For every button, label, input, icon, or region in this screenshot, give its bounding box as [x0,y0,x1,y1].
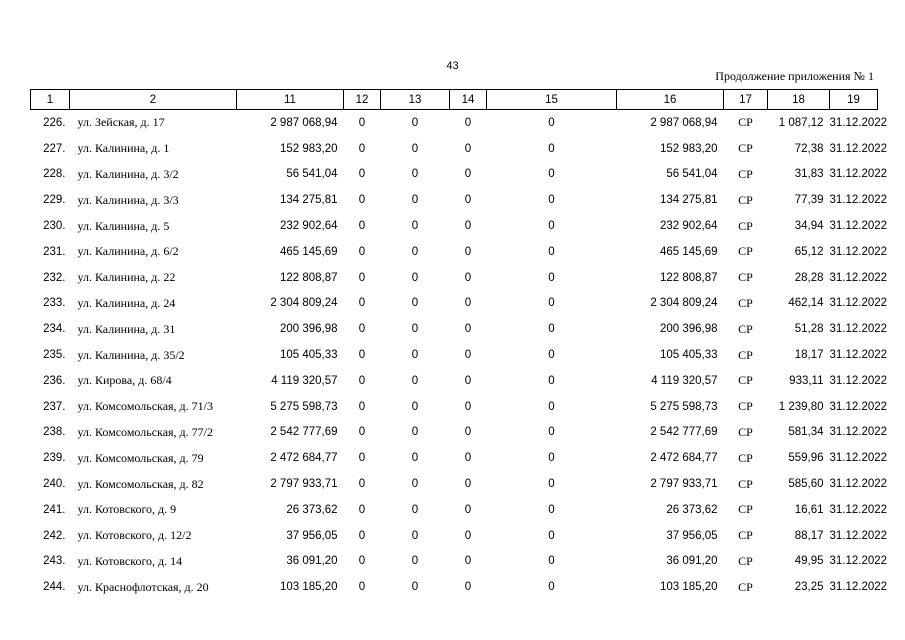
table-row [31,239,878,265]
cell-col-11: 5 275 598,73 [270,400,338,413]
cell-col-16: 5 275 598,73 [650,400,718,413]
cell-col-12: 0 [358,194,366,207]
cell-col-16: 122 808,87 [659,271,718,284]
cell-col-14: 0 [464,142,472,155]
cell-col-15: 0 [548,323,555,336]
table-row [31,497,878,523]
cell-col-18: 88,17 [794,529,824,542]
cell-col-19: 31.12.2022 [829,503,888,516]
cell-col-12: 0 [358,116,366,129]
cell-col-18: 462,14 [788,297,824,310]
cell-col-14: 0 [464,426,472,439]
cell-col-19: 31.12.2022 [829,374,888,387]
cell-col-19: 31.12.2022 [829,426,888,439]
cell-col-18: 77,39 [794,194,824,207]
cell-col-14: 0 [464,297,472,310]
cell-col-13: 0 [411,220,419,233]
cell-col-17: СР [738,218,753,233]
cell-col-13: 0 [411,400,419,413]
cell-col-13: 0 [411,168,419,181]
cell-col-15: 0 [548,245,555,258]
cell-col-11: 2 304 809,24 [270,297,338,310]
cell-col-19: 31.12.2022 [829,581,888,594]
row-number: 235. [43,349,66,362]
row-number: 237. [43,400,66,413]
cell-col-19: 31.12.2022 [829,452,888,465]
cell-col-13: 0 [411,297,419,310]
cell-col-12: 0 [358,271,366,284]
cell-col-18: 1 239,80 [778,400,824,413]
cell-col-19: 31.12.2022 [829,220,888,233]
column-header: 12 [344,90,381,110]
row-number: 236. [43,374,66,387]
cell-col-12: 0 [358,297,366,310]
table-row [31,342,878,368]
cell-col-11: 2 472 684,77 [270,452,338,465]
cell-col-16: 2 797 933,71 [650,478,718,491]
cell-col-14: 0 [464,323,472,336]
table-row [31,368,878,394]
cell-col-11: 4 119 320,57 [271,374,338,387]
table-row [31,574,878,600]
cell-col-16: 103 185,20 [659,581,718,594]
cell-col-15: 0 [548,581,555,594]
cell-col-19: 31.12.2022 [829,245,888,258]
cell-col-19: 31.12.2022 [829,194,888,207]
cell-col-14: 0 [464,400,472,413]
cell-col-17: СР [738,321,753,336]
cell-col-16: 36 091,20 [666,555,718,568]
address-cell: ул. Калинина, д. 3/2 [77,166,179,181]
cell-col-17: СР [738,244,753,259]
cell-col-14: 0 [464,116,472,129]
address-cell: ул. Калинина, д. 6/2 [77,244,179,259]
row-number: 240. [43,478,66,491]
cell-col-14: 0 [464,245,472,258]
table-row [31,265,878,291]
cell-col-18: 65,12 [794,245,824,258]
column-header: 11 [237,90,344,110]
address-cell: ул. Калинина, д. 3/3 [77,192,179,207]
cell-col-17: СР [738,476,753,491]
column-header: 18 [768,90,830,110]
cell-col-17: СР [738,373,753,388]
address-cell: ул. Котовского, д. 14 [77,553,183,568]
row-number: 239. [43,452,66,465]
cell-col-15: 0 [548,194,555,207]
column-header: 1 [31,90,70,110]
cell-col-15: 0 [548,220,555,233]
address-cell: ул. Краснофлотская, д. 20 [77,579,209,594]
cell-col-12: 0 [358,245,366,258]
row-number: 231. [43,245,66,258]
cell-col-12: 0 [358,168,366,181]
cell-col-11: 465 145,69 [279,245,338,258]
cell-col-17: СР [738,115,753,130]
address-cell: ул. Зейская, д. 17 [77,115,165,130]
address-cell: ул. Калинина, д. 35/2 [77,347,185,362]
cell-col-11: 200 396,98 [279,323,338,336]
cell-col-18: 559,96 [788,452,824,465]
row-number: 232. [43,271,66,284]
cell-col-16: 37 956,05 [666,529,718,542]
column-header: 14 [450,90,487,110]
cell-col-17: СР [738,295,753,310]
table-row [31,471,878,497]
cell-col-12: 0 [358,503,366,516]
cell-col-18: 1 087,12 [778,116,824,129]
table-body [31,110,888,601]
cell-col-13: 0 [411,503,419,516]
row-number: 242. [43,529,66,542]
cell-col-17: СР [738,528,753,543]
cell-col-13: 0 [411,529,419,542]
cell-col-15: 0 [548,478,555,491]
cell-col-11: 56 541,04 [286,168,338,181]
cell-col-13: 0 [411,374,419,387]
cell-col-18: 34,94 [794,220,824,233]
cell-col-13: 0 [411,426,419,439]
cell-col-18: 16,61 [794,503,824,516]
cell-col-18: 72,38 [794,142,824,155]
cell-col-19: 31.12.2022 [829,142,888,155]
cell-col-16: 232 902,64 [659,220,718,233]
cell-col-13: 0 [411,323,419,336]
cell-col-15: 0 [548,503,555,516]
table-row [31,291,878,317]
row-number: 234. [43,323,66,336]
cell-col-15: 0 [548,142,555,155]
table-row [31,549,878,575]
cell-col-17: СР [738,424,753,439]
address-cell: ул. Калинина, д. 22 [77,270,176,285]
column-header: 13 [381,90,450,110]
cell-col-19: 31.12.2022 [829,168,888,181]
cell-col-19: 31.12.2022 [829,400,888,413]
column-header: 16 [617,90,724,110]
row-number: 243. [43,555,66,568]
cell-col-11: 122 808,87 [279,271,338,284]
cell-col-19: 31.12.2022 [829,349,888,362]
cell-col-15: 0 [548,400,555,413]
cell-col-11: 103 185,20 [279,581,338,594]
cell-col-16: 2 542 777,69 [650,426,718,439]
cell-col-14: 0 [464,452,472,465]
cell-col-16: 2 472 684,77 [650,452,718,465]
cell-col-17: СР [738,166,753,181]
cell-col-19: 31.12.2022 [829,271,888,284]
header-row [31,90,878,110]
cell-col-17: СР [738,192,753,207]
cell-col-13: 0 [411,555,419,568]
cell-col-13: 0 [411,194,419,207]
cell-col-18: 31,83 [794,168,824,181]
column-header: 2 [70,90,237,110]
table-row [31,523,878,549]
cell-col-16: 4 119 320,57 [651,374,718,387]
address-cell: ул. Комсомольская, д. 77/2 [77,424,213,439]
row-number: 241. [43,503,66,516]
cell-col-17: СР [738,399,753,414]
cell-col-11: 134 275,81 [279,194,338,207]
address-cell: ул. Комсомольская, д. 82 [77,476,204,491]
cell-col-17: СР [738,141,753,156]
cell-col-19: 31.12.2022 [829,116,888,129]
cell-col-13: 0 [411,349,419,362]
cell-col-15: 0 [548,297,555,310]
cell-col-18: 28,28 [794,271,824,284]
cell-col-11: 2 987 068,94 [270,116,338,129]
table-row [31,110,878,136]
cell-col-16: 200 396,98 [659,323,718,336]
cell-col-15: 0 [548,555,555,568]
address-cell: ул. Калинина, д. 1 [77,141,170,156]
cell-col-15: 0 [548,271,555,284]
cell-col-13: 0 [411,581,419,594]
cell-col-12: 0 [358,400,366,413]
cell-col-19: 31.12.2022 [829,297,888,310]
row-number: 230. [43,220,66,233]
table-row [31,136,878,162]
cell-col-12: 0 [358,323,366,336]
cell-col-17: СР [738,270,753,285]
address-cell: ул. Калинина, д. 31 [77,321,176,336]
address-cell: ул. Комсомольская, д. 71/3 [77,399,213,414]
row-number: 229. [43,194,66,207]
cell-col-15: 0 [548,116,555,129]
cell-col-14: 0 [464,271,472,284]
cell-col-11: 232 902,64 [279,220,338,233]
cell-col-16: 56 541,04 [666,168,718,181]
cell-col-13: 0 [411,142,419,155]
cell-col-19: 31.12.2022 [829,529,888,542]
cell-col-13: 0 [411,478,419,491]
address-cell: ул. Котовского, д. 12/2 [77,528,192,543]
cell-col-14: 0 [464,555,472,568]
cell-col-11: 2 542 777,69 [270,426,338,439]
cell-col-18: 23,25 [794,581,824,594]
cell-col-12: 0 [358,478,366,491]
row-number: 238. [43,426,66,439]
cell-col-16: 2 987 068,94 [650,116,718,129]
cell-col-12: 0 [358,349,366,362]
table-row [31,162,878,188]
column-header: 17 [724,90,768,110]
cell-col-18: 51,28 [794,323,824,336]
cell-col-12: 0 [358,374,366,387]
row-number: 227. [43,142,66,155]
cell-col-18: 585,60 [788,478,824,491]
cell-col-11: 26 373,62 [286,503,338,516]
cell-col-13: 0 [411,116,419,129]
appendix-caption: Продолжение приложения № 1 [715,69,874,83]
cell-col-15: 0 [548,168,555,181]
table-row [31,213,878,239]
data-table [30,89,888,600]
cell-col-16: 152 983,20 [659,142,718,155]
cell-col-19: 31.12.2022 [829,323,888,336]
cell-col-12: 0 [358,581,366,594]
address-cell: ул. Комсомольская, д. 79 [77,450,204,465]
cell-col-14: 0 [464,581,472,594]
cell-col-15: 0 [548,349,555,362]
cell-col-16: 465 145,69 [659,245,718,258]
table-row [31,316,878,342]
cell-col-14: 0 [464,503,472,516]
cell-col-16: 134 275,81 [659,194,718,207]
cell-col-18: 49,95 [794,555,824,568]
cell-col-11: 2 797 933,71 [270,478,338,491]
table-row [31,420,878,446]
cell-col-14: 0 [464,194,472,207]
cell-col-13: 0 [411,452,419,465]
column-header: 15 [487,90,617,110]
cell-col-17: СР [738,450,753,465]
cell-col-11: 36 091,20 [286,555,338,568]
cell-col-12: 0 [358,426,366,439]
cell-col-18: 18,17 [794,349,824,362]
address-cell: ул. Калинина, д. 24 [77,295,176,310]
cell-col-11: 152 983,20 [279,142,338,155]
cell-col-17: СР [738,553,753,568]
cell-col-14: 0 [464,220,472,233]
cell-col-12: 0 [358,529,366,542]
cell-col-17: СР [738,502,753,517]
cell-col-14: 0 [464,168,472,181]
cell-col-14: 0 [464,529,472,542]
cell-col-19: 31.12.2022 [829,555,888,568]
page-number: 43 [446,60,459,72]
address-cell: ул. Кирова, д. 68/4 [77,373,172,388]
cell-col-19: 31.12.2022 [829,478,888,491]
cell-col-17: СР [738,579,753,594]
row-number: 244. [43,581,66,594]
cell-col-15: 0 [548,426,555,439]
cell-col-16: 105 405,33 [659,349,718,362]
cell-col-12: 0 [358,555,366,568]
cell-col-13: 0 [411,271,419,284]
table-row [31,394,878,420]
cell-col-18: 933,11 [789,374,824,387]
cell-col-15: 0 [548,374,555,387]
row-number: 228. [43,168,66,181]
cell-col-11: 105 405,33 [279,349,338,362]
cell-col-15: 0 [548,452,555,465]
table-row [31,187,878,213]
cell-col-12: 0 [358,142,366,155]
cell-col-11: 37 956,05 [286,529,338,542]
column-header: 19 [830,90,878,110]
cell-col-17: СР [738,347,753,362]
cell-col-15: 0 [548,529,555,542]
cell-col-12: 0 [358,220,366,233]
cell-col-18: 581,34 [788,426,824,439]
cell-col-16: 2 304 809,24 [650,297,718,310]
cell-col-13: 0 [411,245,419,258]
cell-col-12: 0 [358,452,366,465]
address-cell: ул. Калинина, д. 5 [77,218,170,233]
cell-col-14: 0 [464,349,472,362]
cell-col-14: 0 [464,478,472,491]
cell-col-16: 26 373,62 [666,503,718,516]
row-number: 233. [43,297,66,310]
row-number: 226. [43,116,66,129]
cell-col-14: 0 [464,374,472,387]
table-row [31,445,878,471]
address-cell: ул. Котовского, д. 9 [77,502,177,517]
